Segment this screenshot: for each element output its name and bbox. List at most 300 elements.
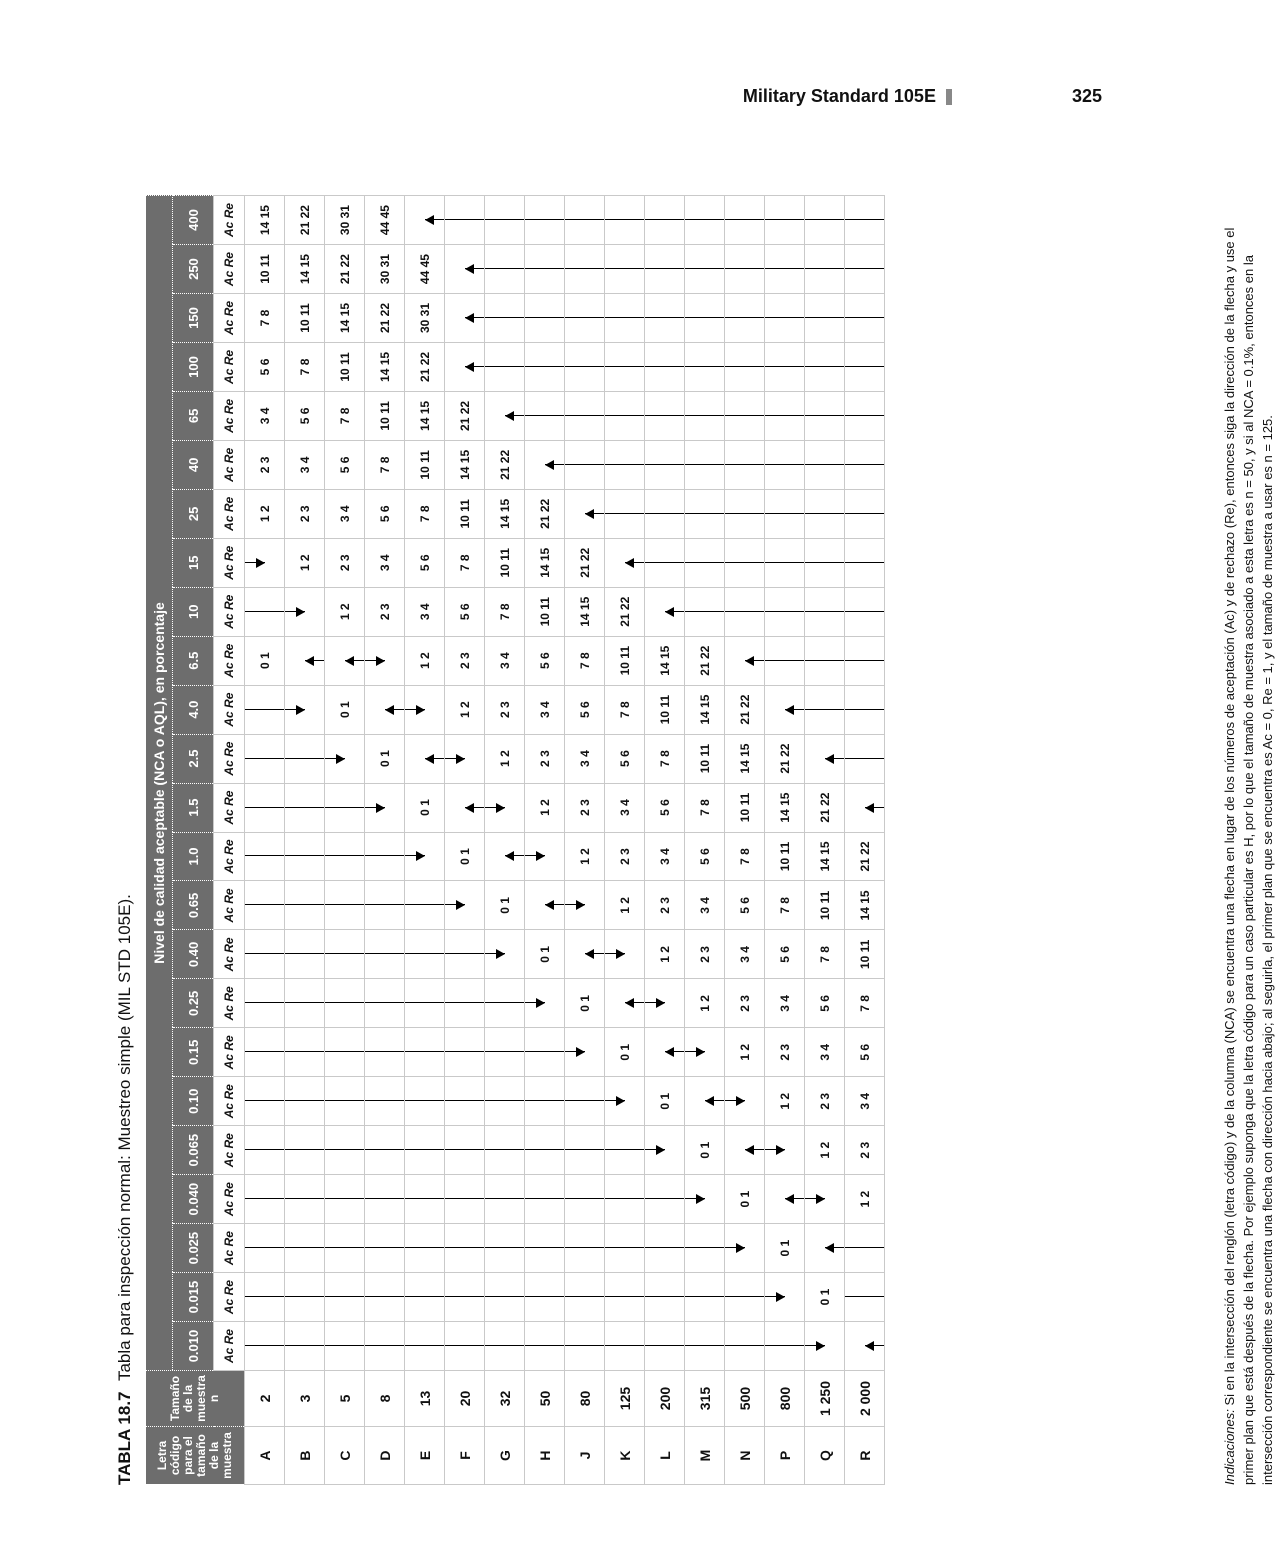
- arrow-cell: [845, 391, 885, 440]
- arrow-cell: [605, 196, 645, 245]
- running-title: Military Standard 105E: [742, 86, 936, 106]
- arrow-cell: [845, 1224, 885, 1273]
- aql-header-15: 15: [173, 538, 214, 587]
- ac-re-label: Ac Re: [214, 342, 245, 391]
- ac-re-value: 21 22: [405, 342, 445, 391]
- arrow-line: [285, 979, 324, 1027]
- arrow-cell: [285, 783, 325, 832]
- header-sample-size: Tamaño de la muestra n: [146, 1371, 245, 1427]
- arrow-line: [365, 1175, 404, 1223]
- arrow-cell: [405, 930, 445, 979]
- arrow-cell: [565, 1273, 605, 1322]
- ac-re-label: Ac Re: [214, 489, 245, 538]
- arrow-cell: [405, 1273, 445, 1322]
- arrow-line: [605, 1322, 644, 1370]
- arrow-cell: [685, 1224, 725, 1273]
- arrow-line: [565, 1224, 604, 1272]
- ac-re-value: 2 3: [525, 734, 565, 783]
- ac-re-value: 1 2: [645, 930, 685, 979]
- ac-re-value: 21 22: [325, 245, 365, 294]
- arrow-down-icon: [245, 539, 284, 587]
- arrow-line: [645, 392, 684, 440]
- arrow-cell: [445, 1077, 485, 1126]
- arrow-cell: [685, 1322, 725, 1371]
- arrow-cell: [445, 1126, 485, 1175]
- arrow-cell: [525, 440, 565, 489]
- arrow-up-icon: [725, 637, 764, 685]
- arrow-line: [285, 930, 324, 978]
- arrow-line: [365, 1322, 404, 1370]
- arrow-cell: [285, 587, 325, 636]
- ac-re-value: 1 2: [725, 1028, 765, 1077]
- ac-re-label: Ac Re: [214, 1028, 245, 1077]
- header-code: Letra código para el tamaño de la muestra: [146, 1427, 245, 1485]
- arrow-cell: [405, 832, 445, 881]
- arrow-cell: [805, 734, 845, 783]
- arrow-line: [685, 441, 724, 489]
- arrow-line: [565, 392, 604, 440]
- arrow-line: [685, 490, 724, 538]
- ac-re-value: 5 6: [365, 489, 405, 538]
- arrow-line: [245, 735, 284, 783]
- arrow-down-icon: [645, 979, 684, 1027]
- arrow-line: [245, 881, 284, 929]
- arrow-cell: [285, 1126, 325, 1175]
- arrow-cell: [485, 979, 525, 1028]
- arrow-cell: [725, 636, 765, 685]
- arrow-cell: [725, 538, 765, 587]
- arrow-cell: [485, 1028, 525, 1077]
- code-letter: J: [565, 1427, 605, 1485]
- aql-header-0.025: 0.025: [173, 1224, 214, 1273]
- arrow-line: [365, 1273, 404, 1321]
- code-letter: Q: [805, 1427, 845, 1485]
- arrow-cell: [805, 440, 845, 489]
- ac-re-value: 5 6: [725, 881, 765, 930]
- ac-re-value: 5 6: [805, 979, 845, 1028]
- code-letter: A: [245, 1427, 285, 1485]
- ac-re-value: 2 3: [725, 979, 765, 1028]
- ac-re-value: 2 3: [805, 1077, 845, 1126]
- table-row: [285, 196, 325, 1485]
- arrow-cell: [685, 294, 725, 343]
- arrow-cell: [645, 1175, 685, 1224]
- arrow-cell: [485, 196, 525, 245]
- arrow-down-icon: [285, 588, 324, 636]
- arrow-line: [285, 1175, 324, 1223]
- ac-re-label: Ac Re: [214, 832, 245, 881]
- arrow-cell: [485, 832, 525, 881]
- ac-re-value: 10 11: [805, 881, 845, 930]
- ac-re-value: 21 22: [445, 391, 485, 440]
- arrow-line: [765, 441, 804, 489]
- arrow-line: [325, 979, 364, 1027]
- arrow-cell: [245, 538, 285, 587]
- arrow-line: [725, 196, 764, 244]
- ac-re-value: 2 3: [485, 685, 525, 734]
- arrow-line: [325, 833, 364, 881]
- arrow-cell: [445, 1273, 485, 1322]
- aql-header-0.10: 0.10: [173, 1077, 214, 1126]
- arrow-cell: [525, 832, 565, 881]
- ac-re-value: 3 4: [645, 832, 685, 881]
- header-divider: [946, 89, 952, 105]
- arrow-line: [445, 1077, 484, 1125]
- arrow-line: [845, 637, 884, 685]
- arrow-cell: [485, 245, 525, 294]
- table-row: [445, 196, 485, 1485]
- ac-re-value: 0 1: [805, 1273, 845, 1322]
- ac-re-value: 3 4: [765, 979, 805, 1028]
- ac-re-value: 7 8: [365, 440, 405, 489]
- header-aql-title: Nivel de calidad aceptable (NCA o AQL), en porcentaje: [146, 196, 173, 1371]
- caption-text: Tabla para inspección normal: Muestreo simple (MIL STD 105E).: [115, 894, 134, 1382]
- arrow-cell: [845, 245, 885, 294]
- code-letter: L: [645, 1427, 685, 1485]
- arrow-line: [485, 1175, 524, 1223]
- ac-re-value: 7 8: [405, 489, 445, 538]
- arrow-cell: [685, 489, 725, 538]
- arrow-cell: [845, 783, 885, 832]
- arrow-line: [445, 196, 484, 244]
- arrow-line: [245, 784, 284, 832]
- arrow-cell: [525, 1028, 565, 1077]
- arrow-cell: [485, 391, 525, 440]
- arrow-line: [765, 588, 804, 636]
- arrow-cell: [685, 440, 725, 489]
- arrow-line: [685, 1273, 724, 1321]
- arrow-line: [485, 1028, 524, 1076]
- arrow-cell: [805, 1224, 845, 1273]
- arrow-cell: [485, 1273, 525, 1322]
- arrow-line: [285, 1224, 324, 1272]
- arrow-cell: [485, 1077, 525, 1126]
- arrow-cell: [325, 783, 365, 832]
- arrow-line: [685, 245, 724, 293]
- arrow-down-icon: [365, 784, 404, 832]
- arrow-line: [485, 245, 524, 293]
- arrow-cell: [565, 1175, 605, 1224]
- arrow-cell: [365, 1175, 405, 1224]
- arrow-line: [245, 979, 284, 1027]
- aql-header-25: 25: [173, 489, 214, 538]
- arrow-cell: [725, 1077, 765, 1126]
- ac-re-value: 7 8: [285, 342, 325, 391]
- arrow-cell: [325, 930, 365, 979]
- arrow-cell: [565, 245, 605, 294]
- arrow-cell: [245, 1126, 285, 1175]
- arrow-cell: [245, 783, 285, 832]
- ac-re-value: 21 22: [285, 196, 325, 245]
- arrow-line: [485, 343, 524, 391]
- arrow-cell: [365, 1224, 405, 1273]
- arrow-down-icon: [805, 1322, 844, 1370]
- arrow-line: [365, 881, 404, 929]
- arrow-cell: [565, 881, 605, 930]
- arrow-cell: [645, 440, 685, 489]
- arrow-line: [765, 343, 804, 391]
- arrow-down-icon: [485, 784, 524, 832]
- arrow-line: [245, 1175, 284, 1223]
- aql-header-6.5: 6.5: [173, 636, 214, 685]
- arrow-up-icon: [405, 735, 444, 783]
- sample-size: 32: [485, 1371, 525, 1427]
- arrow-line: [645, 245, 684, 293]
- ac-re-value: 10 11: [325, 342, 365, 391]
- sample-size: 50: [525, 1371, 565, 1427]
- ac-re-value: 3 4: [525, 685, 565, 734]
- aql-header-0.15: 0.15: [173, 1028, 214, 1077]
- arrow-line: [765, 539, 804, 587]
- arrow-line: [565, 441, 604, 489]
- arrow-line: [525, 1077, 564, 1125]
- ac-re-value: 7 8: [765, 881, 805, 930]
- arrow-line: [605, 1126, 644, 1174]
- arrow-line: [845, 441, 884, 489]
- aql-values-row: [173, 196, 214, 1485]
- aql-header-0.25: 0.25: [173, 979, 214, 1028]
- arrow-cell: [725, 587, 765, 636]
- arrow-line: [845, 245, 884, 293]
- arrow-cell: [725, 1273, 765, 1322]
- arrow-cell: [445, 294, 485, 343]
- arrow-line: [525, 1028, 564, 1076]
- ac-re-value: 5 6: [285, 391, 325, 440]
- arrow-line: [525, 1175, 564, 1223]
- arrow-line: [805, 637, 844, 685]
- arrow-cell: [565, 440, 605, 489]
- arrow-line: [765, 245, 804, 293]
- ac-re-value: 14 15: [645, 636, 685, 685]
- arrow-cell: [605, 245, 645, 294]
- arrow-line: [445, 1028, 484, 1076]
- arrow-cell: [325, 1322, 365, 1371]
- arrow-cell: [365, 832, 405, 881]
- arrow-line: [725, 392, 764, 440]
- arrow-line: [285, 735, 324, 783]
- ac-re-value: 3 4: [285, 440, 325, 489]
- arrow-cell: [405, 1175, 445, 1224]
- arrow-cell: [525, 196, 565, 245]
- table-row: [605, 196, 645, 1485]
- arrow-line: [365, 1126, 404, 1174]
- arrow-cell: [765, 685, 805, 734]
- ac-re-value: 10 11: [365, 391, 405, 440]
- arrow-line: [605, 196, 644, 244]
- arrow-line: [845, 294, 884, 342]
- arrow-line: [325, 930, 364, 978]
- notes-lead: Indicaciones:: [1222, 1409, 1237, 1485]
- arrow-cell: [485, 1322, 525, 1371]
- arrow-up-icon: [805, 1224, 844, 1272]
- ac-re-value: 14 15: [725, 734, 765, 783]
- arrow-line: [805, 539, 844, 587]
- arrow-cell: [445, 979, 485, 1028]
- arrow-up-icon: [525, 881, 564, 929]
- arrow-line: [565, 245, 604, 293]
- ac-re-value: 14 15: [565, 587, 605, 636]
- aql-header-250: 250: [173, 245, 214, 294]
- arrow-cell: [245, 1224, 285, 1273]
- table-row: [845, 196, 885, 1485]
- arrow-cell: [285, 1273, 325, 1322]
- arrow-cell: [805, 391, 845, 440]
- sample-size: 315: [685, 1371, 725, 1427]
- arrow-line: [725, 441, 764, 489]
- ac-re-value: 7 8: [805, 930, 845, 979]
- arrow-line: [445, 1224, 484, 1272]
- aql-header-65: 65: [173, 391, 214, 440]
- arrow-cell: [765, 1175, 805, 1224]
- arrow-cell: [245, 1077, 285, 1126]
- sample-size: 8: [365, 1371, 405, 1427]
- arrow-line: [685, 539, 724, 587]
- arrow-cell: [845, 1322, 885, 1371]
- arrow-cell: [765, 440, 805, 489]
- ac-re-label: Ac Re: [214, 1273, 245, 1322]
- ac-re-label: Ac Re: [214, 1224, 245, 1273]
- aql-header-0.40: 0.40: [173, 930, 214, 979]
- arrow-line: [245, 930, 284, 978]
- ac-re-value: 2 3: [765, 1028, 805, 1077]
- ac-re-value: 14 15: [765, 783, 805, 832]
- arrow-line: [645, 1273, 684, 1321]
- arrow-cell: [325, 1175, 365, 1224]
- arrow-line: [845, 1273, 884, 1321]
- ac-re-value: 7 8: [565, 636, 605, 685]
- arrow-cell: [685, 391, 725, 440]
- arrow-line: [605, 1175, 644, 1223]
- arrow-down-icon: [605, 1077, 644, 1125]
- arrow-up-icon: [725, 1126, 764, 1174]
- ac-re-value: 1 2: [285, 538, 325, 587]
- arrow-cell: [325, 832, 365, 881]
- ac-re-value: 21 22: [845, 832, 885, 881]
- arrow-line: [245, 686, 284, 734]
- ac-re-value: 2 3: [445, 636, 485, 685]
- arrow-cell: [405, 685, 445, 734]
- arrow-cell: [645, 979, 685, 1028]
- arrow-cell: [485, 342, 525, 391]
- arrow-cell: [365, 1322, 405, 1371]
- arrow-line: [325, 1126, 364, 1174]
- arrow-cell: [325, 979, 365, 1028]
- arrow-down-icon: [685, 1175, 724, 1223]
- arrow-line: [485, 1126, 524, 1174]
- ac-re-value: 2 3: [365, 587, 405, 636]
- arrow-line: [845, 196, 884, 244]
- ac-re-value: 7 8: [485, 587, 525, 636]
- arrow-cell: [685, 1077, 725, 1126]
- arrow-line: [765, 637, 804, 685]
- ac-re-value: 3 4: [485, 636, 525, 685]
- aql-header-400: 400: [173, 196, 214, 245]
- arrow-line: [525, 294, 564, 342]
- ac-re-value: 14 15: [365, 342, 405, 391]
- arrow-line: [805, 588, 844, 636]
- arrow-cell: [405, 196, 445, 245]
- arrow-line: [525, 392, 564, 440]
- arrow-cell: [805, 342, 845, 391]
- ac-re-label: Ac Re: [214, 391, 245, 440]
- arrow-cell: [325, 1126, 365, 1175]
- arrow-cell: [245, 685, 285, 734]
- arrow-line: [645, 539, 684, 587]
- aql-header-2.5: 2.5: [173, 734, 214, 783]
- ac-re-label: Ac Re: [214, 881, 245, 930]
- arrow-line: [405, 979, 444, 1027]
- ac-re-value: 5 6: [325, 440, 365, 489]
- sample-size: 800: [765, 1371, 805, 1427]
- arrow-cell: [645, 1028, 685, 1077]
- ac-re-value: 10 11: [245, 245, 285, 294]
- ac-re-value: 2 3: [645, 881, 685, 930]
- ac-re-label: Ac Re: [214, 196, 245, 245]
- arrow-line: [645, 343, 684, 391]
- ac-re-value: 0 1: [365, 734, 405, 783]
- arrow-up-icon: [685, 1077, 724, 1125]
- arrow-cell: [765, 489, 805, 538]
- ac-re-value: 2 3: [685, 930, 725, 979]
- arrow-cell: [245, 832, 285, 881]
- arrow-cell: [445, 783, 485, 832]
- arrow-cell: [805, 1322, 845, 1371]
- sampling-table-wrapper: [145, 195, 885, 1485]
- arrow-cell: [525, 342, 565, 391]
- arrow-line: [805, 490, 844, 538]
- arrow-cell: [485, 1175, 525, 1224]
- ac-re-label: Ac Re: [214, 294, 245, 343]
- sample-size: 2 000: [845, 1371, 885, 1427]
- arrow-line: [285, 1322, 324, 1370]
- arrow-line: [565, 1175, 604, 1223]
- arrow-line: [565, 1126, 604, 1174]
- arrow-cell: [685, 538, 725, 587]
- arrow-down-icon: [525, 979, 564, 1027]
- ac-re-value: 0 1: [525, 930, 565, 979]
- arrow-cell: [565, 1077, 605, 1126]
- sample-size: 200: [645, 1371, 685, 1427]
- arrow-cell: [765, 538, 805, 587]
- arrow-line: [565, 343, 604, 391]
- arrow-down-icon: [565, 881, 604, 929]
- arrow-line: [645, 1175, 684, 1223]
- arrow-cell: [365, 1126, 405, 1175]
- arrow-cell: [325, 1224, 365, 1273]
- arrow-down-icon: [685, 1028, 724, 1076]
- table-row: [765, 196, 805, 1485]
- arrow-cell: [605, 294, 645, 343]
- arrow-line: [765, 294, 804, 342]
- arrow-line: [525, 1224, 564, 1272]
- arrow-cell: [565, 1126, 605, 1175]
- ac-re-value: 10 11: [445, 489, 485, 538]
- ac-re-value: 1 2: [445, 685, 485, 734]
- ac-re-value: 0 1: [325, 685, 365, 734]
- arrow-line: [245, 588, 284, 636]
- table-row: [485, 196, 525, 1485]
- ac-re-value: 21 22: [805, 783, 845, 832]
- arrow-cell: [725, 245, 765, 294]
- arrow-cell: [405, 1322, 445, 1371]
- code-letter: R: [845, 1427, 885, 1485]
- arrow-line: [365, 930, 404, 978]
- ac-re-value: 21 22: [605, 587, 645, 636]
- arrow-cell: [605, 1224, 645, 1273]
- arrow-line: [485, 979, 524, 1027]
- ac-re-value: 7 8: [725, 832, 765, 881]
- ac-re-value: 2 3: [605, 832, 645, 881]
